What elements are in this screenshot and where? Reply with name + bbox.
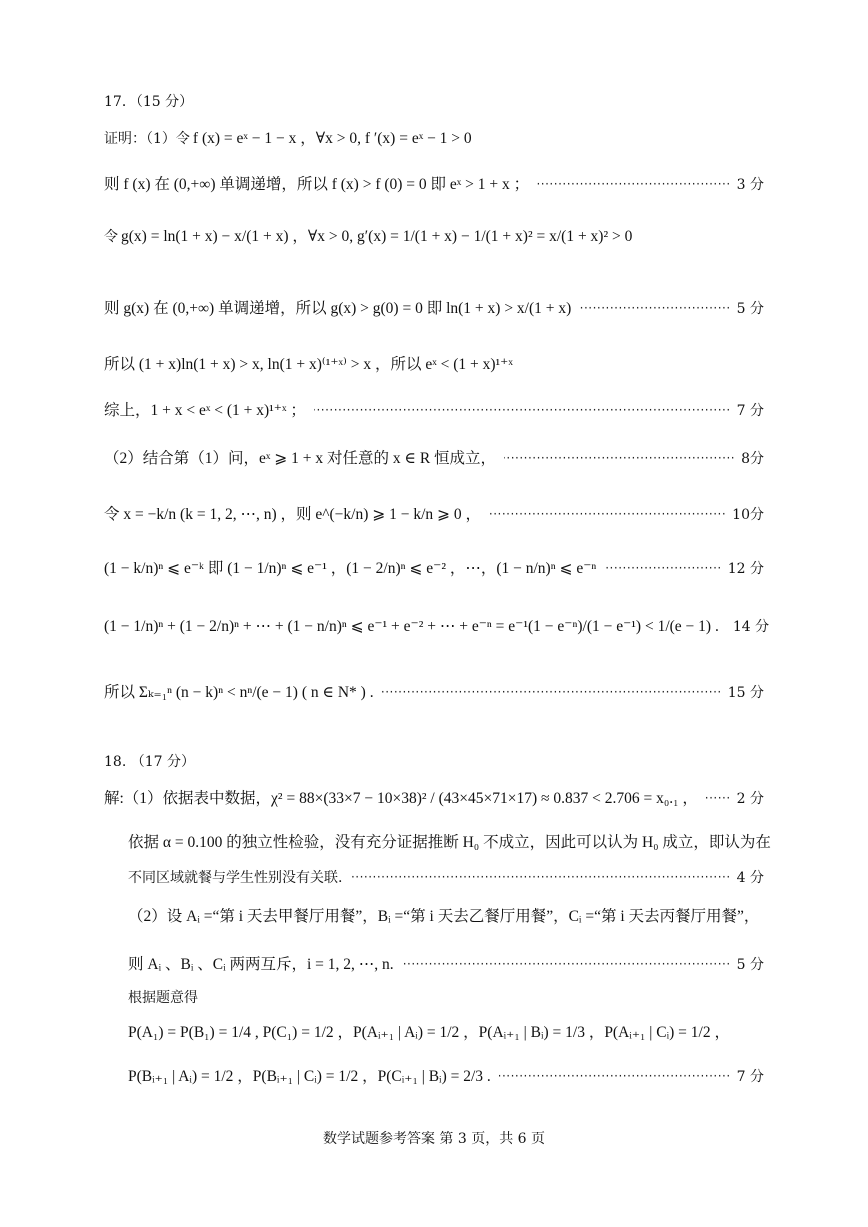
dot-leader (499, 1069, 731, 1086)
q18-line-8: P(Bᵢ₊₁ | Aᵢ) = 1/2 ，P(Bᵢ₊₁ | Cᵢ) = 1/2 ，P(Cᵢ₊₁ | Bᵢ) = 2/3 . ····· 7 分 (128, 1068, 764, 1087)
dot-leader (402, 957, 731, 974)
q17-header: 17．（15 分） (104, 94, 194, 110)
q18-line-1: 解:（1）依据表中数据，χ² = 88×(33×7 − 10×38)² / (43×45×71×17) ≈ 0.837 < 2.706 = x₀.₁ ， ····· 2 分 (104, 790, 764, 809)
q17-line-8: 令 x = −k/n (k = 1, 2, ⋯, n) ，则 e^(−k/n) ⩾ 1 − k/n ⩾ 0 ， ····· 10分 (104, 506, 764, 525)
q17-line-5: 所以 (1 + x)ln(1 + x) > x, ln(1 + x)⁽¹⁺ˣ⁾ > x ，所以 eˣ < (1 + x)¹⁺ˣ (104, 356, 513, 373)
dot-leader (489, 507, 726, 524)
q17-line-4: 则 g(x) 在 (0,+∞) 单调递增，所以 g(x) > g(0) = 0 即 ln(1 + x) > x/(1 + x) ····· 5 分 (104, 300, 764, 319)
dot-leader (537, 177, 730, 194)
q17-line-2: 则 f (x) 在 (0,+∞) 单调递增，所以 f (x) > f (0) = 0 即 eˣ > 1 + x ； ····· 3 分 (104, 176, 764, 195)
q18-line-3: 不同区域就餐与学生性别没有关联. ····· 4 分 (128, 870, 764, 887)
q17-line-9: (1 − k/n)ⁿ ⩽ e⁻ᵏ 即 (1 − 1/n)ⁿ ⩽ e⁻¹ ，(1 − 2/n)ⁿ ⩽ e⁻² ，⋯，(1 − n/n)ⁿ ⩽ e⁻ⁿ ····· 12 分 (104, 560, 764, 579)
dot-leader (579, 301, 730, 318)
dot-leader (504, 451, 735, 468)
q18-line-2: 依据 α = 0.100 的独立性检验，没有充分证据推断 H₀ 不成立，因此可以认为 H₀ 成立，即认为在 (128, 834, 771, 851)
q18-line-7: P(A₁) = P(B₁) = 1/4 , P(C₁) = 1/2 ，P(Aᵢ₊₁ | Aᵢ) = 1/2 ，P(Aᵢ₊₁ | Bᵢ) = 1/3 ，P(Aᵢ₊₁ | Cᵢ) = 1/2 ， (128, 1024, 730, 1041)
q18-line-4: （2）设 Aᵢ =“第 i 天去甲餐厅用餐”，Bᵢ =“第 i 天去乙餐厅用餐”，Cᵢ =“第 i 天去丙餐厅用餐”， (128, 908, 760, 925)
q17-line-6: 综上，1 + x < eˣ < (1 + x)¹⁺ˣ ； ····· 7 分 (104, 402, 764, 421)
q18-header: 18. （17 分） (104, 754, 195, 770)
dot-leader (706, 791, 731, 808)
q18-line-6: 根据题意得 (128, 990, 198, 1006)
dot-leader (604, 561, 721, 578)
q17-line-10: (1 − 1/n)ⁿ + (1 − 2/n)ⁿ + ⋯ + (1 − n/n)ⁿ ⩽ e⁻¹ + e⁻² + ⋯ + e⁻ⁿ = e⁻¹(1 − e⁻ⁿ)/(1 − e⁻¹) < 1/(e − 1) . 14 分 (104, 618, 770, 635)
page-footer: 数学试题参考答案 第 3 页，共 6 页 (322, 1131, 546, 1147)
dot-leader (314, 403, 731, 420)
q17-line-11: 所以 Σₖ₌₁ⁿ (n − k)ⁿ < nⁿ/(e − 1) ( n ∈ N* ) . ····· 15 分 (104, 684, 764, 703)
q17-line-7: （2）结合第（1）问，eˣ ⩾ 1 + x 对任意的 x ∈ R 恒成立， ····· 8分 (104, 450, 764, 469)
q18-line-5: 则 Aᵢ 、Bᵢ 、Cᵢ 两两互斥，i = 1, 2, ⋯, n. ····· 5 分 (128, 956, 764, 975)
q17-line-1: 证明：（1）令 f (x) = eˣ − 1 − x ，∀x > 0, f ′(x) = eˣ − 1 > 0 (104, 130, 472, 147)
q17-line-3: 令 g(x) = ln(1 + x) − x/(1 + x) ，∀x > 0, g′(x) = 1/(1 + x) − 1/(1 + x)² = x/(1 + x)² > 0 (104, 228, 633, 245)
dot-leader (350, 870, 730, 887)
dot-leader (382, 685, 722, 702)
